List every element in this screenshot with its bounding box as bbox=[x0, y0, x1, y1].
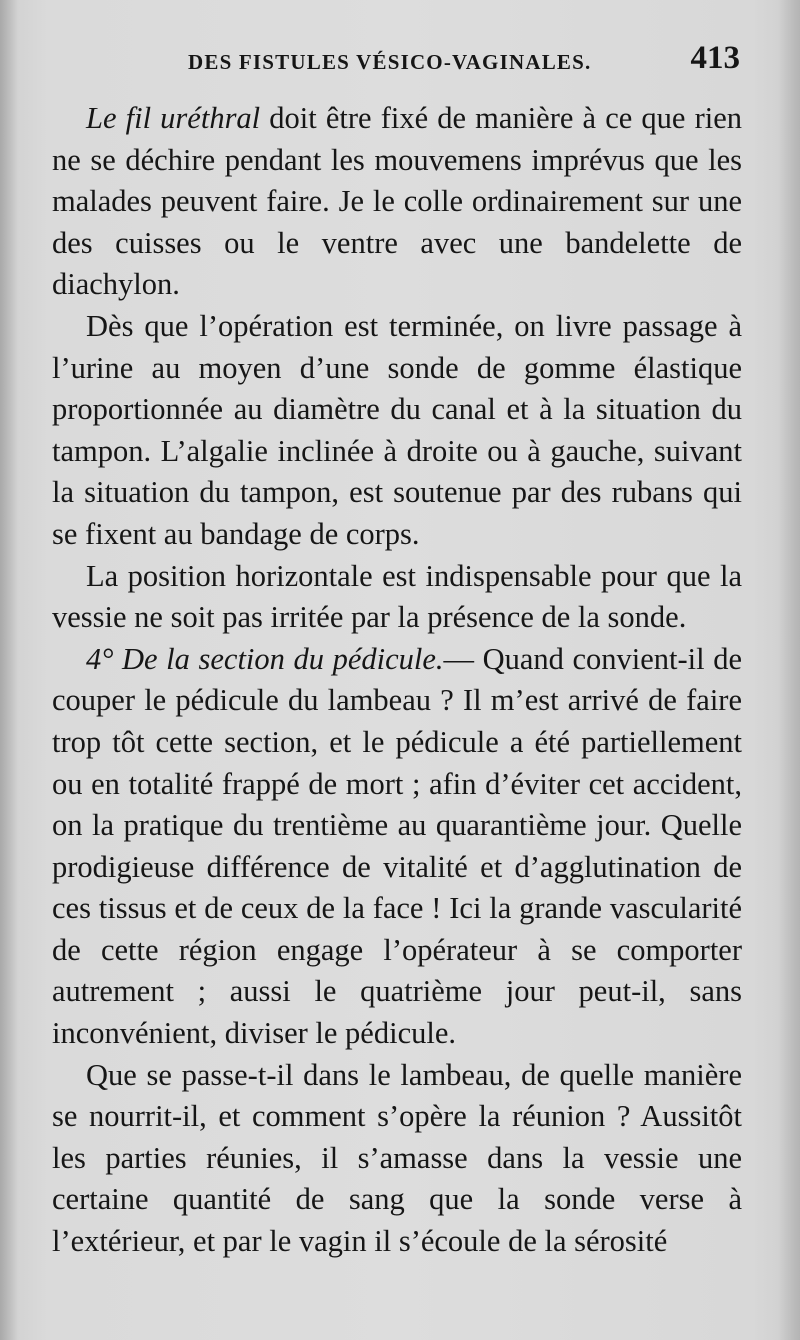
paragraph-3 bbox=[52, 556, 742, 639]
paragraph-2-text: Dès que l’opération est terminée, on livre passage à l’urine au moyen d’une sonde de gomme élastique proportionnée au diamètre du canal et à la situation du tampon. L’algalie inclinée à droite ou à gauche, suivant la situation du tampon, est soutenue par des rubans qui se fixent au bandage de corps. bbox=[52, 308, 742, 551]
paragraph-3-text: La position horizontale est indispensable pour que la vessie ne soit pas irritée par la présence de la sonde. bbox=[52, 558, 742, 635]
paragraph-4-lead: 4° De la section du pédicule. bbox=[86, 641, 444, 676]
page-number: 413 bbox=[690, 40, 740, 76]
body-text bbox=[52, 98, 742, 1263]
paragraph-1-lead: Le fil uréthral bbox=[86, 101, 261, 135]
paragraph-4 bbox=[52, 639, 742, 1055]
paragraph-1 bbox=[52, 98, 742, 306]
paragraph-2 bbox=[52, 306, 742, 556]
page-left-shadow bbox=[0, 0, 18, 1340]
paragraph-1-text: doit être fixé de manière à ce que rien ne se déchire pendant les mouvemens imprévus que les malades peuvent faire. Je le colle ordinairement sur une des cuisses ou le ventre avec une bandelette de diachylon. bbox=[52, 101, 742, 302]
running-head: DES FISTULES VÉSICO-VAGINALES. bbox=[188, 50, 592, 74]
page-right-shadow bbox=[778, 0, 800, 1340]
page-header bbox=[52, 40, 740, 80]
paragraph-5-text: Que se passe-t-il dans le lambeau, de quelle manière se nourrit-il, et comment s’opère la réunion ? Aussitôt les parties réunies, il s’amasse dans la vessie une certaine quantité de sang que la sonde verse à l’extérieur, et par le vagin il s’écoule de la sérosité bbox=[52, 1057, 742, 1259]
paragraph-4-text: — Quand convient-il de couper le pédicule du lambeau ? Il m’est arrivé de faire trop tôt cette section, et le pédicule a été partiellement ou en totalité frappé de mort ; afin d’éviter cet accident, on la pratique du trentième au quarantième jour. Quelle prodigieuse différence de vitalité et d’agglutination de ces tissus et de ceux de la face ! Ici la grande vascularité de cette région engage l’opérateur à se comporter autrement ; aussi le quatrième jour peut-il, sans inconvénient, diviser le pédicule. bbox=[52, 641, 743, 1051]
paragraph-5 bbox=[52, 1055, 742, 1263]
